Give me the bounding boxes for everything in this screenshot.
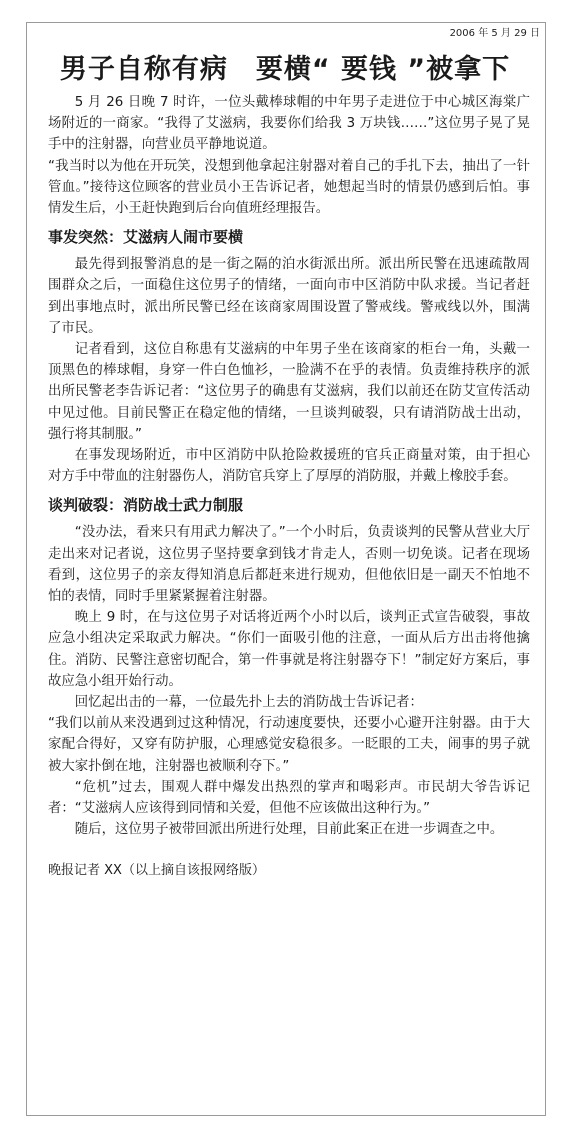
section2-paragraph-2: 晚上 9 时，在与这位男子对话将近两个小时以后，谈判正式宣告破裂，事故应急小组决定采取武力解决。“你们一面吸引他的注意，一面从后方出击将他擒住。消防、民警注意密切配合，第一件事就是将注射器夺下！”制定好方案后，事故应急小组开始行动。 — [48, 610, 530, 689]
section1-paragraph-1: 最先得到报警消息的是一街之隔的泊水街派出所。派出所民警在迅速疏散周围群众之后，一面稳住这位男子的情绪，一面向市中区消防中队求援。当记者赶到出事地点时，派出所民警已经在该商家周围设置了警戒线。警戒线以外，围满了市民。 — [48, 257, 530, 336]
section-heading-1: 事发突然：艾滋病人闹市要横 — [48, 228, 244, 247]
lead-paragraph-1: 5 月 26 日晚 7 时许，一位头戴棒球帽的中年男子走进位于中心城区海棠广场附近的一商家。“我得了艾滋病，我要你们给我 3 万块钱……”这位男子晃了晃手中的注射器，向营业员平静地说道。 — [48, 95, 530, 153]
section1-paragraph-3: 在事发现场附近，市中区消防中队抢险救援班的官兵正商量对策，由于担心对方手中带血的注射器伤人，消防官兵穿上了厚厚的消防服，并戴上橡胶手套。 — [48, 448, 530, 485]
article-headline: 男子自称有病 要横“ 要钱 ”被拿下 — [59, 54, 511, 85]
section2-paragraph-1: “没办法，看来只有用武力解决了。”一个小时后，负责谈判的民警从营业大厅走出来对记者说，这位男子坚持要拿到钱才肯走人，否则一切免谈。记者在现场看到，这位男子的亲友得知消息后都赶来进行规劝，但他依旧是一副天不怕地不怕的表情，同时手里紧紧握着注射器。 — [48, 525, 530, 605]
section2-paragraph-3: 回忆起出击的一幕，一位最先扑上去的消防战士告诉记者： — [74, 695, 423, 711]
lead-paragraph-2: “我当时以为他在开玩笑，没想到他拿起注射器对着自己的手扎下去，抽出了一针管血。”接待这位顾客的营业员小王告诉记者，她想起当时的情景仍感到后怕。事情发生后，小王赶快跑到后台向值班经理报告。 — [48, 158, 530, 217]
article-body — [48, 92, 530, 881]
byline: 晚报记者 XX（以上摘自该报网络版） — [48, 862, 265, 878]
section2-paragraph-6: 随后，这位男子被带回派出所进行处理，目前此案正在进一步调查之中。 — [74, 822, 504, 838]
section2-paragraph-4: “我们以前从来没遇到过这种情况，行动速度要快，还要小心避开注射器。由于大家配合得好，又穿有防护服，心理感觉安稳很多。一眨眼的工夫，闹事的男子就被大家扑倒在地，注射器也被顺利夺下。” — [48, 716, 530, 774]
section1-paragraph-2: 记者看到，这位自称患有艾滋病的中年男子坐在该商家的柜台一角，头戴一顶黑色的棒球帽，身穿一件白色恤衫，一脸满不在乎的表情。负责维持秩序的派出所民警老李告诉记者：“这位男子的确患有艾滋病，我们以前还在防艾宣传活动中见过他。目前民警正在稳定他的情绪，一旦谈判破裂，只有请消防战士出动，强行将其制服。” — [48, 342, 530, 442]
section2-paragraph-5: “危机”过去，围观人群中爆发出热烈的掌声和喝彩声。市民胡大爷告诉记者：“艾滋病人应该得到同情和关爱，但他不应该做出这种行为。” — [48, 779, 530, 817]
publication-date: 2006 年 5 月 29 日 — [449, 28, 540, 39]
section-heading-2: 谈判破裂：消防战士武力制服 — [48, 496, 244, 515]
